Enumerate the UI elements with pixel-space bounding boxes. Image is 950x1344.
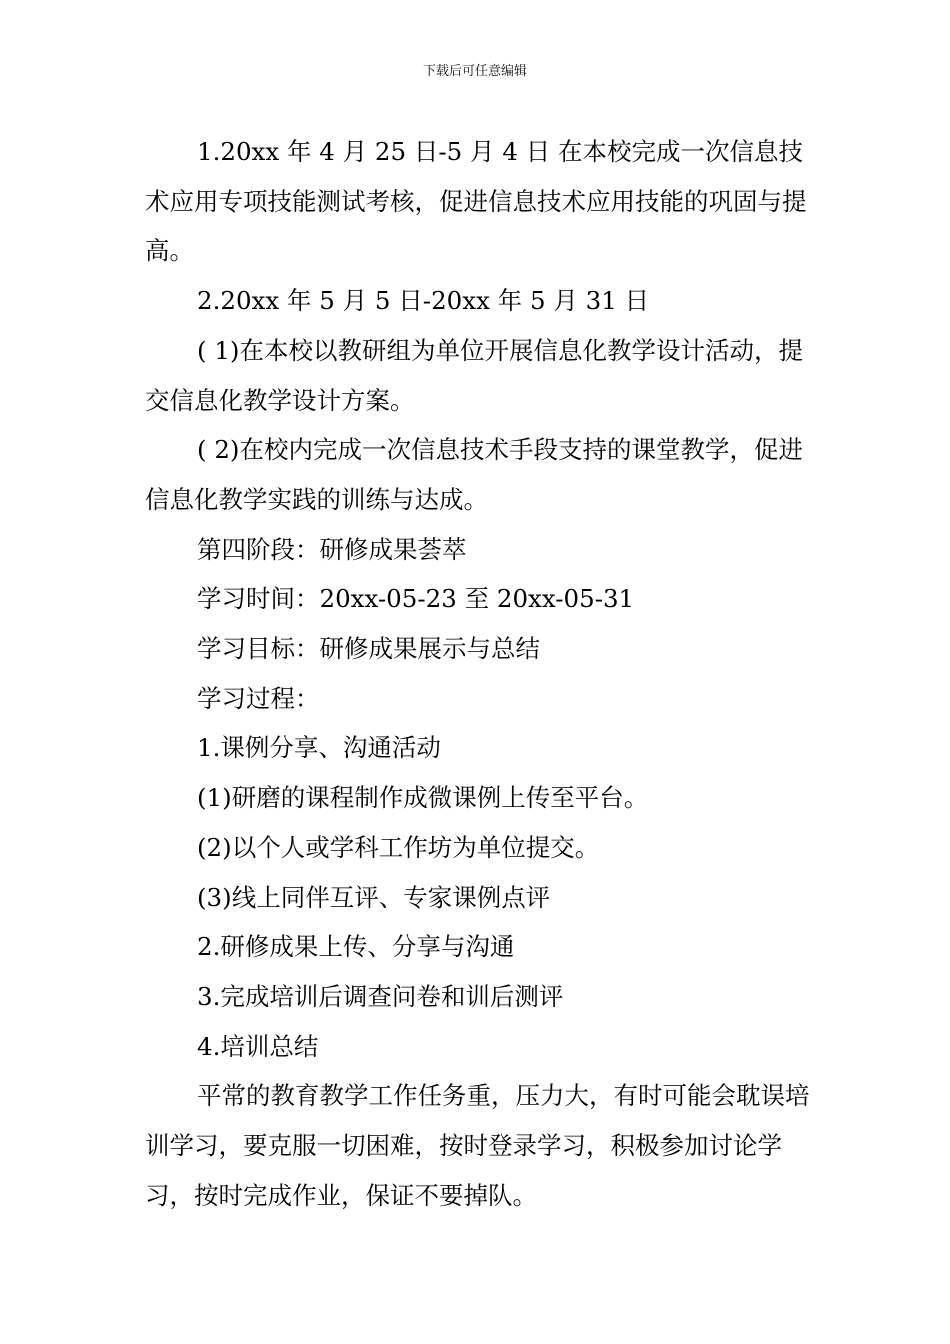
study-process-heading: 学习过程： xyxy=(197,683,320,713)
process-item-4: 4.培训总结 xyxy=(197,1031,319,1061)
section-heading-phase-4: 第四阶段：研修成果荟萃 xyxy=(197,534,467,564)
page-header-note: 下载后可任意编辑 xyxy=(422,64,527,79)
process-subitem-3: (3)线上同伴互评、专家课例点评 xyxy=(197,882,551,912)
paragraph-phase-item-1: 1.20xx 年 4 月 25 日-5 月 4 日 在本校完成一次信息技术应用专项技能测试考核，促进信息技术应用技能的巩固与提高。 xyxy=(145,137,807,266)
paragraph-subitem-2: ( 2)在校内完成一次信息技术手段支持的课堂教学，促进信息化教学实践的训练与达成。 xyxy=(145,435,803,514)
study-time-line: 学习时间：20xx-05-23 至 20xx-05-31 xyxy=(197,584,635,614)
study-goal-line: 学习目标：研修成果展示与总结 xyxy=(197,634,540,664)
process-item-3: 3.完成培训后调查问卷和训后测评 xyxy=(197,981,564,1011)
paragraph-phase-item-2: 2.20xx 年 5 月 5 日-20xx 年 5 月 31 日 xyxy=(197,286,650,316)
document-body xyxy=(145,127,810,1220)
process-subitem-1: (1)研磨的课程制作成微课例上传至平台。 xyxy=(197,783,649,813)
process-item-2: 2.研修成果上传、分享与沟通 xyxy=(197,932,515,962)
closing-paragraph: 平常的教育教学工作任务重，压力大，有时可能会耽误培训学习，要克服一切困难，按时登录学习，积极参加讨论学习，按时完成作业，保证不要掉队。 xyxy=(145,1081,810,1210)
process-item-1: 1.课例分享、沟通活动 xyxy=(197,733,441,763)
process-subitem-2: (2)以个人或学科工作坊为单位提交。 xyxy=(197,832,600,862)
paragraph-subitem-1: ( 1)在本校以教研组为单位开展信息化教学设计活动，提交信息化教学设计方案。 xyxy=(145,335,803,415)
